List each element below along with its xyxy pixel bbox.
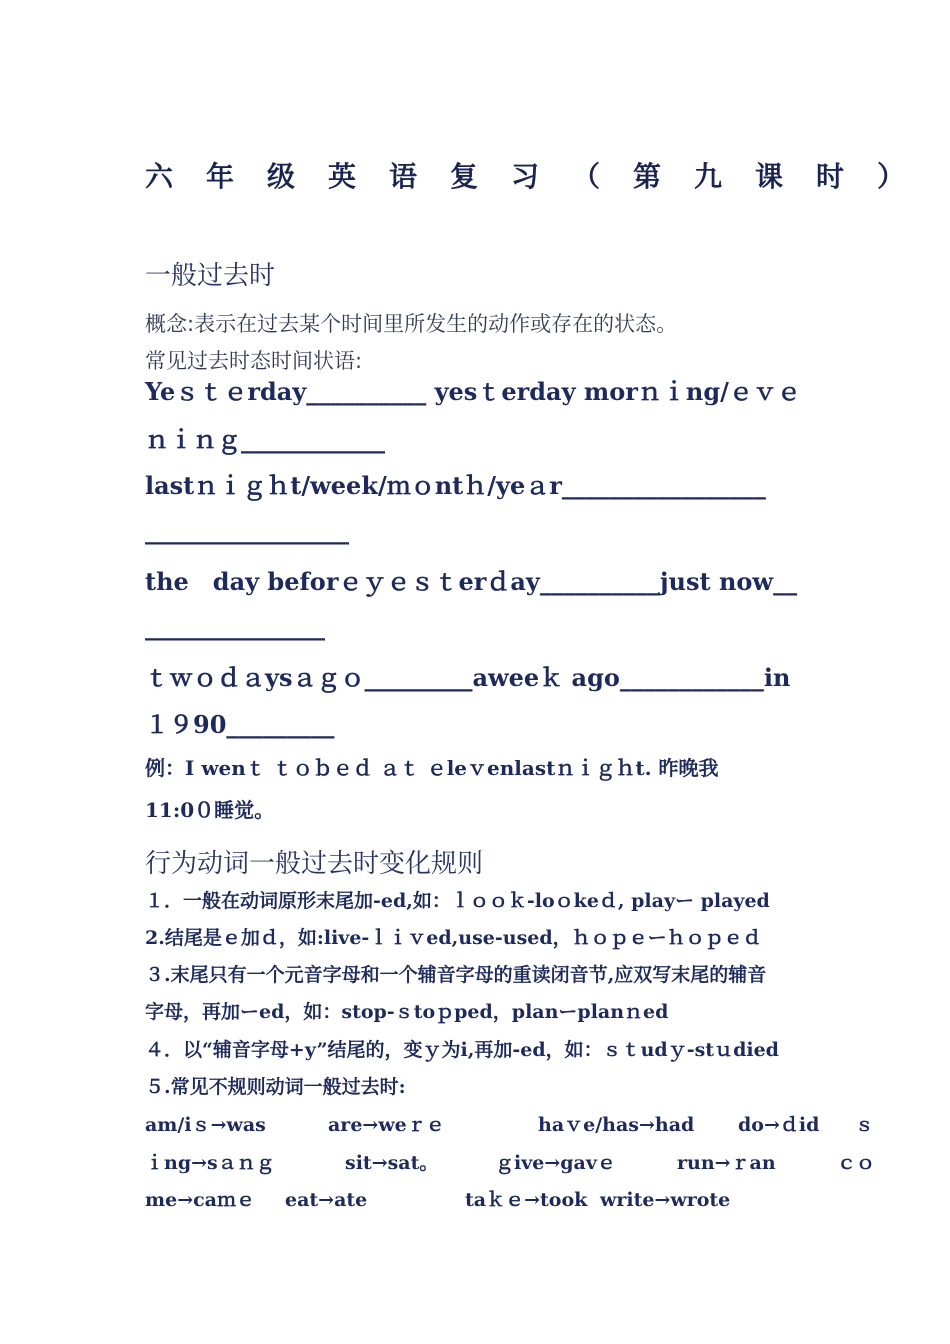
rule-item: ４．以“辅音字母+y”结尾的，变ｙ为i,再加-ed，如：ｓｔudｙ-stｕdied (145, 1039, 779, 1061)
verb-pair: taｋｅ→took (465, 1189, 588, 1211)
rule-item: ３.末尾只有一个元音字母和一个辅音字母的重读闭音节,应双写末尾的辅音 (145, 964, 767, 986)
concept-text: 概念:表示在过去某个时间里所发生的动作或存在的状态。 (145, 312, 678, 336)
rule-item: 字母，再加ーed，如：stop-ｓtoｐped，planーplanｎed (145, 1001, 669, 1023)
verb-pair: do→ｄid (738, 1114, 820, 1136)
example-sentence-cont: 11:0０睡觉。 (145, 798, 275, 822)
adverbial-line: _______________ (145, 612, 325, 641)
verb-pair: write→wrote (600, 1189, 731, 1211)
adverbial-line: １９90_________ (145, 710, 335, 739)
time-adverbials-label: 常见过去时态时间状语: (145, 349, 363, 373)
verb-pair: run→ｒan (677, 1152, 776, 1174)
section-heading-rules: 行为动词一般过去时变化规则 (145, 849, 484, 879)
irregular-verbs-row (145, 1185, 730, 1212)
verb-pair: ｇive→gavｅ (495, 1152, 616, 1174)
section-heading-past-tense: 一般过去时 (145, 261, 276, 291)
verb-pair: are→weｒｅ (328, 1114, 445, 1136)
page-title: 六年级英语复习（第九课时） (145, 160, 939, 193)
adverbial-line: ｎｉｎｇ____________ (145, 425, 385, 454)
adverbial-line: lastｎｉｇｈt/week/ｍｏntｈ/yeａr_________________ (145, 471, 766, 500)
irregular-verbs-row (145, 1148, 875, 1175)
adverbial-line: _________________ (145, 516, 349, 545)
verb-pair: ｓ (855, 1114, 875, 1136)
adverbial-line: ｔｗｏｄａysａｇｏ_________aweeｋ ago____________in (145, 663, 791, 692)
adverbial-line: Yeｓｔｅrday__________ yesｔerday morｎｉng/ｅｖｅ (145, 377, 801, 406)
rule-item: １．一般在动词原形末尾加-ed,如：ｌｏｏｋ-loｏkeｄ, playー played (145, 890, 770, 912)
verb-pair: am/iｓ→was (145, 1114, 266, 1136)
verb-pair: eat→ate (285, 1189, 368, 1211)
verb-pair: haｖe/has→had (538, 1114, 695, 1136)
verb-pair: sit→sat。 (345, 1152, 439, 1174)
verb-pair: ｉng→sａｎｇ (145, 1152, 275, 1174)
irregular-verbs-row (145, 1110, 874, 1137)
adverbial-line: the day beforｅｙｅｓｔerｄay__________just now__ (145, 567, 798, 596)
rule-item: ５.常见不规则动词一般过去时: (145, 1076, 406, 1098)
verb-pair: me→caｍｅ (145, 1189, 255, 1211)
rule-item: 2.结尾是ｅ加ｄ，如:live-ｌｉｖed,use-used，ｈｏｐｅーｈｏｐｅｄ (145, 927, 762, 949)
verb-pair: ｃｏ (837, 1152, 876, 1174)
example-sentence: 例：I wenｔ ｔｏｂｅｄ ａｔ ｅleｖenlastｎｉｇｈt. 昨晚我 (145, 756, 719, 780)
